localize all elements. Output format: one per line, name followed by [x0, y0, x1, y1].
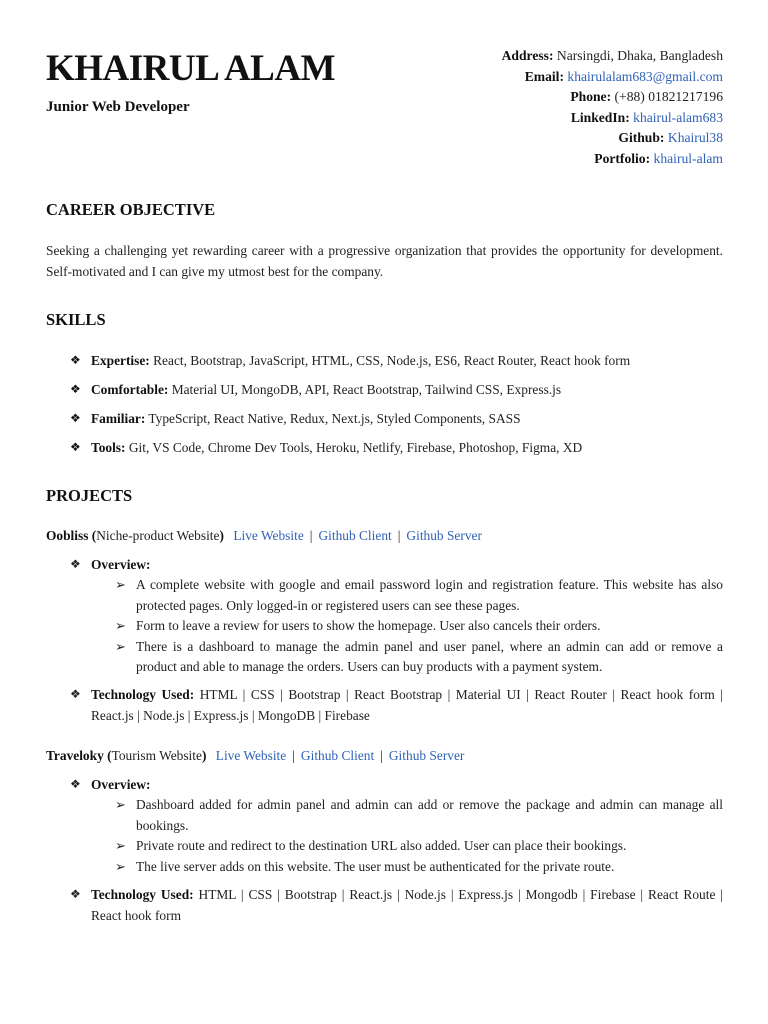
technology-item: ❖ Technology Used: HTML | CSS | Bootstrap | React.js | Node.js | Express.js | Mongodb | Firebase | React Route | React hook form — [70, 884, 723, 926]
project-title-traveloky: Traveloky (Tourism Website) Live Website | Github Client | Github Server — [46, 748, 465, 763]
github-client-link[interactable]: Github Client — [300, 748, 375, 763]
arrow-bullet-icon: ➢ — [115, 797, 126, 812]
diamond-bullet-icon: ❖ — [70, 887, 81, 901]
overview-point: ➢ There is a dashboard to manage the admin panel and user panel, where an admin can add or remove a product and able to manage the orders. Users can buy products with a payment system. — [115, 638, 723, 674]
contact-portfolio: Portfolio: khairul-alam — [594, 150, 723, 166]
resume-page — [46, 0, 723, 923]
github-link[interactable]: Khairul38 — [667, 130, 723, 146]
diamond-bullet-icon: ❖ — [70, 440, 81, 454]
overview-point: ➢ Form to leave a review for users to show the homepage. User also cancels their orders. — [115, 616, 723, 637]
overview-point: ➢ Private route and redirect to the destination URL also added. User can place their bookings. — [115, 836, 723, 857]
arrow-bullet-icon: ➢ — [115, 638, 126, 654]
technology-item: ❖ Technology Used: HTML | CSS | Bootstrap | React Bootstrap | Material UI | React Router | React hook form | React.js | Node.js | Express.js | MongoDB | Firebase — [70, 684, 723, 726]
skill-item-familiar: ❖ Familiar: TypeScript, React Native, Redux, Next.js, Styled Components, SASS — [70, 408, 723, 429]
projects-heading: PROJECTS — [46, 486, 133, 505]
contact-linkedin: LinkedIn: khairul-alam683 — [570, 109, 723, 125]
diamond-bullet-icon: ❖ — [70, 382, 81, 396]
skill-item-tools: ❖ Tools: Git, VS Code, Chrome Dev Tools, Heroku, Netlify, Firebase, Photoshop, Figma, XD — [70, 437, 723, 458]
career-objective-heading: CAREER OBJECTIVE — [46, 200, 216, 219]
diamond-bullet-icon: ❖ — [70, 686, 81, 701]
arrow-bullet-icon: ➢ — [115, 858, 126, 874]
live-website-link[interactable]: Live Website — [215, 748, 287, 763]
career-objective-text: Seeking a challenging yet rewarding career with a progressive organization that provides the opportunity for development. Self-motivated and I can give my utmost best for the company. — [46, 243, 723, 279]
github-server-link[interactable]: Github Server — [406, 528, 482, 543]
diamond-bullet-icon: ❖ — [70, 777, 81, 791]
github-client-link[interactable]: Github Client — [318, 528, 392, 543]
candidate-name: KHAIRUL ALAM — [46, 48, 336, 89]
diamond-bullet-icon: ❖ — [70, 557, 81, 571]
skill-item-expertise: ❖ Expertise: React, Bootstrap, JavaScript, HTML, CSS, Node.js, ES6, React Router, React hook form — [70, 350, 723, 371]
resume-header — [46, 0, 723, 190]
overview-point: ➢ Dashboard added for admin panel and admin can add or remove the package and admin can manage all bookings. — [115, 797, 723, 833]
overview-point: ➢ The live server adds on this website. The user must be authenticated for the private route. — [115, 857, 723, 878]
portfolio-link[interactable]: khairul-alam — [653, 150, 723, 166]
overview-item: ❖ Overview: — [70, 774, 723, 795]
arrow-bullet-icon: ➢ — [115, 618, 126, 633]
skill-item-comfortable: ❖ Comfortable: Material UI, MongoDB, API, React Bootstrap, Tailwind CSS, Express.js — [70, 379, 723, 400]
arrow-bullet-icon: ➢ — [115, 577, 126, 592]
linkedin-link[interactable]: khairul-alam683 — [633, 109, 723, 125]
email-link[interactable]: khairulalam683@gmail.com — [567, 68, 723, 84]
overview-points — [115, 575, 723, 678]
contact-email: Email: khairulalam683@gmail.com — [524, 68, 723, 84]
diamond-bullet-icon: ❖ — [70, 411, 81, 425]
project-details-traveloky — [70, 774, 723, 926]
arrow-bullet-icon: ➢ — [115, 838, 126, 853]
live-website-link[interactable]: Live Website — [233, 528, 304, 543]
contact-phone: Phone: (+88) 01821217196 — [570, 89, 723, 105]
contact-address: Address: Narsingdi, Dhaka, Bangladesh — [501, 48, 723, 63]
candidate-role: Junior Web Developer — [46, 99, 190, 115]
project-details-oobliss — [70, 554, 723, 726]
overview-point: ➢ A complete website with google and email password login and registration feature. This website has also protected pages. Only logged-in or registered users can see these pages. — [115, 577, 723, 613]
skills-heading: SKILLS — [46, 310, 106, 329]
github-server-link[interactable]: Github Server — [388, 748, 465, 763]
contact-block — [502, 46, 723, 170]
contact-github: Github: Khairul38 — [618, 130, 723, 146]
overview-points — [115, 795, 723, 877]
overview-item: ❖ Overview: — [70, 554, 723, 575]
diamond-bullet-icon: ❖ — [70, 353, 81, 367]
skills-list — [70, 350, 723, 466]
project-title-oobliss: Oobliss (Niche-product Website) Live Website | Github Client | Github Server — [46, 528, 482, 543]
